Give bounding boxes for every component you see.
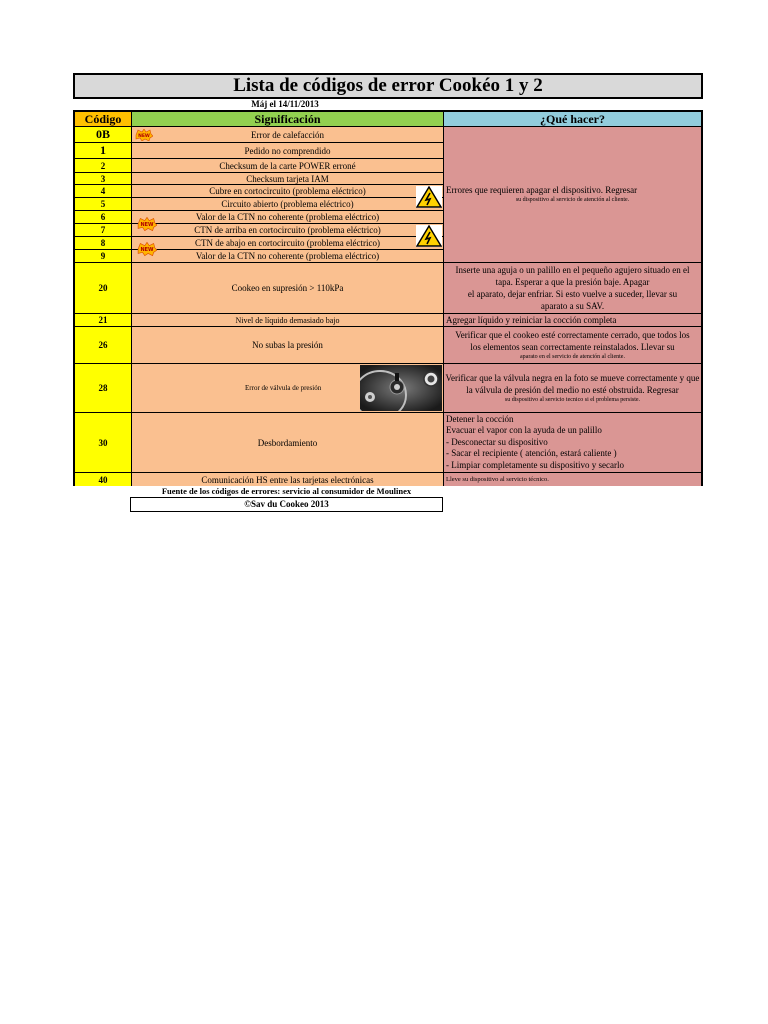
significance-cell: Valor de la CTN no coherente (problema eléctrico) — [132, 211, 444, 224]
significance-cell: Desbordamiento — [132, 413, 444, 473]
action-line: Verificar que la válvula negra en la foto se mueve correctamente y que — [445, 372, 700, 383]
new-badge-label: NEW — [140, 222, 154, 229]
significance-cell: Checksum tarjeta IAM — [132, 173, 444, 185]
action-line: - Sacar el recipiente ( atención, estará caliente ) — [446, 448, 617, 459]
code-cell: 8 — [75, 237, 132, 250]
code-cell: 7 — [75, 224, 132, 237]
action-cell — [444, 327, 701, 364]
code-cell: 20 — [75, 263, 132, 314]
significance-cell: Valor de la CTN no coherente (problema eléctrico) — [132, 250, 444, 263]
action-cell — [444, 263, 701, 314]
header-what-to-do: ¿Qué hacer? — [444, 112, 701, 127]
code-cell: 26 — [75, 327, 132, 364]
significance-cell: Cookeo en supresión > 110kPa — [132, 263, 444, 314]
action-line: su dispositivo al servicio de atención al cliente. — [515, 197, 630, 203]
code-cell: 40 — [75, 473, 132, 486]
action-cell — [444, 314, 701, 327]
code-cell: 3 — [75, 173, 132, 185]
code-cell: 28 — [75, 364, 132, 413]
code-cell: 9 — [75, 250, 132, 263]
significance-cell: Cubre en cortocircuito (problema eléctrico) — [132, 185, 444, 198]
action-line: - Limpiar completamente su dispositivo y secarlo — [446, 459, 624, 470]
action-line: aparato a su SAV. — [540, 301, 605, 311]
header-code: Código — [75, 112, 132, 127]
code-cell: 1 — [75, 143, 132, 159]
new-badge-label: NEW — [140, 247, 154, 254]
significance-cell: No subas la presión — [132, 327, 444, 364]
code-cell: 2 — [75, 159, 132, 173]
update-date: Máj el 14/11/2013 — [251, 99, 319, 109]
significance-cell: CTN de abajo en cortocircuito (problema eléctrico) — [132, 237, 444, 250]
action-line: los elementos sean correctamente reinstalados. Llevar su — [470, 341, 675, 352]
code-cell: 0B — [75, 127, 132, 143]
action-line: aparato en el servicio de atención al cliente. — [520, 353, 625, 360]
action-cell — [444, 127, 701, 263]
significance-cell: Pedido no comprendido — [132, 143, 444, 159]
error-codes-table — [73, 110, 703, 486]
action-cell — [444, 364, 701, 413]
copyright-box: ©Sav du Cookeo 2013 — [130, 497, 443, 512]
new-badge-label: NEW — [138, 134, 150, 139]
electrical-warning-icon — [416, 186, 442, 208]
action-line: Agregar líquido y reiniciar la cocción completa — [446, 315, 617, 325]
action-line: Lleve su dispositivo al servicio técnico. — [446, 475, 549, 483]
action-line: el aparato, dejar enfriar. Si esto vuelve a suceder, llevar su — [467, 289, 678, 299]
action-cell — [444, 413, 701, 473]
significance-cell: Comunicación HS entre las tarjetas electrónicas — [132, 473, 444, 486]
action-line: tapa. Esperar a que la presión baje. Apagar — [495, 277, 650, 287]
significance-cell: Circuito abierto (problema eléctrico) — [132, 198, 444, 211]
code-cell: 5 — [75, 198, 132, 211]
action-line: su dispositivo al servicio tecnico si el problema persiste. — [504, 396, 641, 403]
page-title: Lista de códigos de error Cookéo 1 y 2 — [73, 73, 703, 99]
electrical-warning-icon — [416, 224, 442, 248]
action-cell — [444, 473, 701, 486]
code-cell: 21 — [75, 314, 132, 327]
action-line: Evacuar el vapor con la ayuda de un palillo — [446, 425, 602, 436]
header-significance: Significación — [132, 112, 444, 127]
code-cell: 30 — [75, 413, 132, 473]
code-cell: 4 — [75, 185, 132, 198]
new-badge-icon — [137, 216, 157, 232]
code-cell: 6 — [75, 211, 132, 224]
pressure-valve-photo — [360, 365, 442, 411]
new-badge-icon — [135, 129, 153, 141]
significance-cell: Error de válvula de presión — [132, 364, 444, 413]
significance-cell: Nivel de líquido demasiado bajo — [132, 314, 444, 327]
action-line: Verificar que el cookeo esté correctamente cerrado, que todos los — [455, 329, 690, 340]
action-line: la válvula de presión del medio no esté obstruida. Regresar — [466, 384, 679, 395]
significance-cell: Error de calefacción — [132, 127, 444, 143]
action-line: - Desconectar su dispositivo — [446, 436, 548, 447]
source-note: Fuente de los códigos de errores: servicio al consumidor de Moulinex — [161, 486, 412, 496]
significance-cell: CTN de arriba en cortocircuito (problema eléctrico) — [132, 224, 444, 237]
action-line: Inserte una aguja o un palillo en el pequeño agujero situado en el — [455, 265, 690, 275]
action-line: Errores que requieren apagar el dispositivo. Regresar — [446, 185, 638, 195]
new-badge-icon — [137, 241, 157, 257]
action-line: Detener la cocción — [446, 413, 514, 424]
significance-cell: Checksum de la carte POWER erroné — [132, 159, 444, 173]
